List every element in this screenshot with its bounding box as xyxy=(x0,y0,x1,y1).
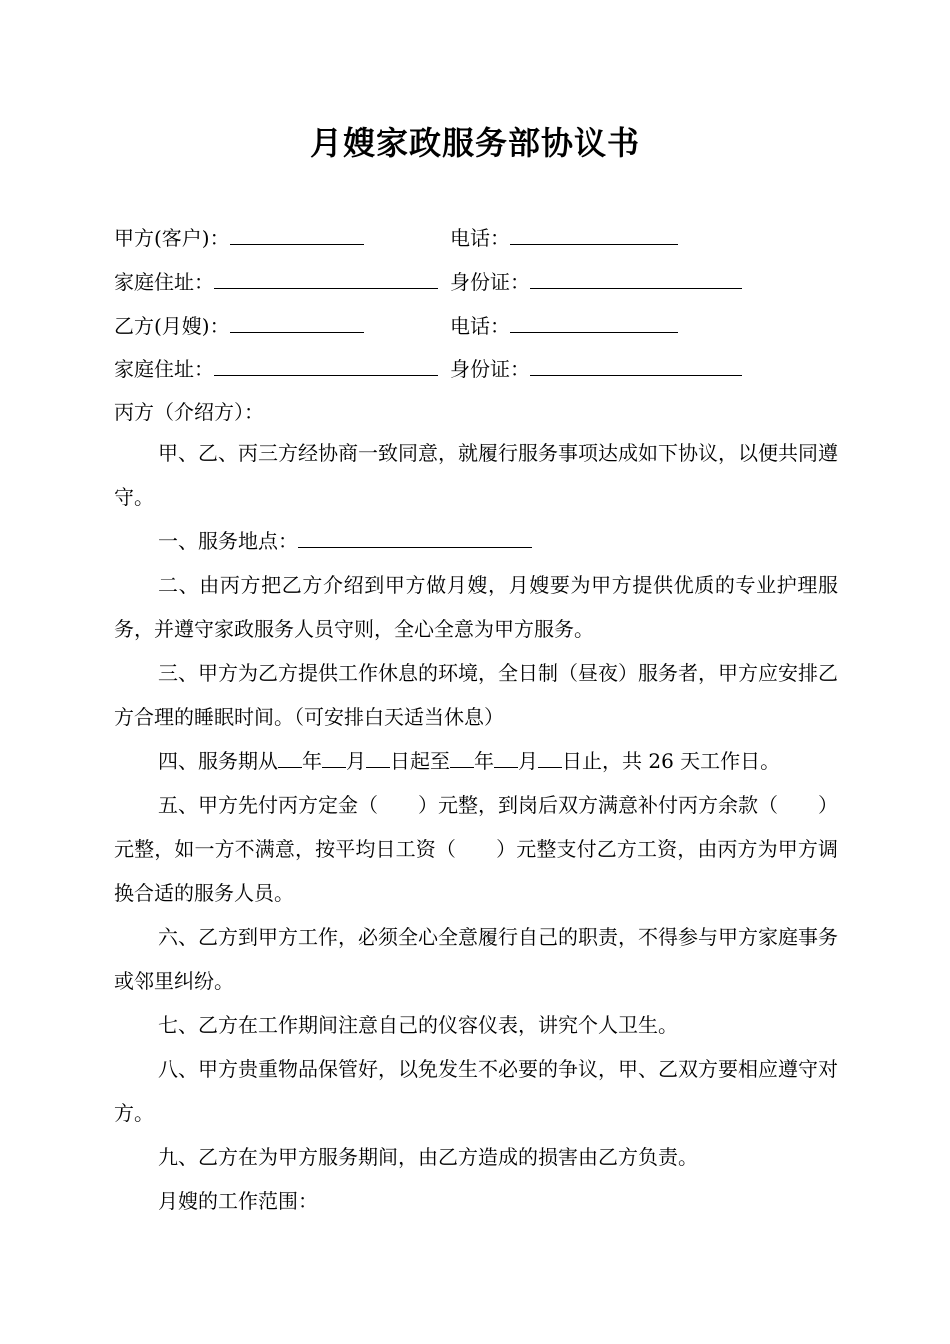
party-b-id-blank[interactable] xyxy=(530,355,742,376)
party-a-phone-blank[interactable] xyxy=(510,224,678,245)
start-day-blank[interactable] xyxy=(366,747,390,768)
service-location-blank[interactable] xyxy=(298,527,532,548)
clause-5: 五、甲方先付丙方定金（ ）元整，到岗后双方满意补付丙方余款（ ）元整，如一方不满意，按平均日工资（ ）元整支付乙方工资，由丙方为甲方调换合适的服务人员。 xyxy=(114,793,838,905)
end-year-blank[interactable] xyxy=(450,747,474,768)
party-a-phone-label: 电话： xyxy=(450,226,510,250)
party-c-label: 丙方（介绍方）： xyxy=(114,400,264,424)
clause-3: 三、甲方为乙方提供工作休息的环境，全日制（昼夜）服务者，甲方应安排乙方合理的睡眠时间。（可安排白天适当休息） xyxy=(114,661,838,729)
document-title: 月嫂家政服务部协议书 xyxy=(309,124,640,162)
party-b-label: 乙方(月嫂)： xyxy=(114,314,230,338)
clause-4 xyxy=(114,739,838,783)
clause-4-month: 月 xyxy=(346,749,366,773)
clause-4-year-2: 年 xyxy=(474,749,494,773)
party-a-address-label: 家庭住址： xyxy=(114,270,214,294)
party-b-id-label: 身份证： xyxy=(450,357,530,381)
party-a-id-blank[interactable] xyxy=(530,268,742,289)
party-b-phone-blank[interactable] xyxy=(510,312,678,333)
clause-6: 六、乙方到甲方工作，必须全心全意履行自己的职责，不得参与甲方家庭事务或邻里纠纷。 xyxy=(114,925,838,993)
party-a-address-blank[interactable] xyxy=(214,268,438,289)
clause-2: 二、由丙方把乙方介绍到甲方做月嫂，月嫂要为甲方提供优质的专业护理服务，并遵守家政服务人员守则，全心全意为甲方服务。 xyxy=(114,573,838,641)
clause-7: 七、乙方在工作期间注意自己的仪容仪表，讲究个人卫生。 xyxy=(158,1013,678,1037)
clause-4-to: 日止，共 26 天工作日。 xyxy=(562,749,781,773)
party-a-name-blank[interactable] xyxy=(230,224,364,245)
end-month-blank[interactable] xyxy=(494,747,518,768)
party-a-id xyxy=(450,267,742,297)
clause-1 xyxy=(114,519,838,563)
clause-4-from: 日起至 xyxy=(390,749,450,773)
party-a-phone xyxy=(450,223,678,253)
work-scope-heading: 月嫂的工作范围： xyxy=(158,1189,318,1213)
party-a-label: 甲方(客户)： xyxy=(114,226,230,250)
party-c-row xyxy=(114,397,844,427)
party-b-phone xyxy=(450,311,678,341)
clause-8: 八、甲方贵重物品保管好，以免发生不必要的争议，甲、乙双方要相应遵守对方。 xyxy=(114,1057,838,1125)
preamble-paragraph: 甲、乙、丙三方经协商一致同意，就履行服务事项达成如下协议，以便共同遵守。 xyxy=(114,441,838,509)
end-day-blank[interactable] xyxy=(538,747,562,768)
clause-4-text: 四、服务期从 xyxy=(158,749,278,773)
party-a-id-label: 身份证： xyxy=(450,270,530,294)
party-b-address-blank[interactable] xyxy=(214,355,438,376)
clause-4-year: 年 xyxy=(302,749,322,773)
party-b-phone-label: 电话： xyxy=(450,314,510,338)
start-year-blank[interactable] xyxy=(278,747,302,768)
party-b-address-label: 家庭住址： xyxy=(114,357,214,381)
clause-9: 九、乙方在为甲方服务期间，由乙方造成的损害由乙方负责。 xyxy=(158,1145,698,1169)
party-b-name-blank[interactable] xyxy=(230,312,364,333)
clause-4-month-2: 月 xyxy=(518,749,538,773)
party-b-id xyxy=(450,354,742,384)
start-month-blank[interactable] xyxy=(322,747,346,768)
clause-1-label: 一、服务地点： xyxy=(158,529,298,553)
